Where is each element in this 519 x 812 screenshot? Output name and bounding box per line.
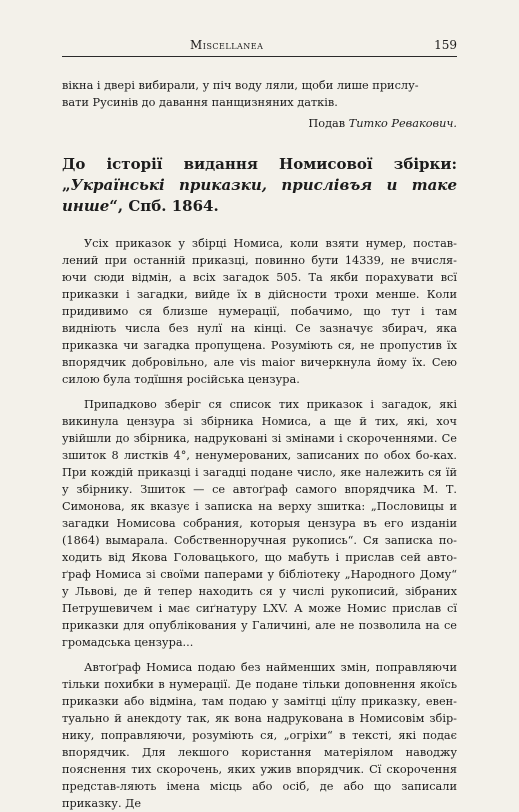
signature-prefix: Подав <box>308 117 349 130</box>
signature-name: Титко Ревакович. <box>348 117 457 130</box>
article-body <box>62 235 457 812</box>
intro-line: вати Русинів до давання панщизняних датків. <box>62 96 338 109</box>
section-title: Miscellanea <box>190 38 264 52</box>
article-title-part2: “, Спб. 1864. <box>109 197 219 215</box>
article-title-part1: До історії видання Номисової збірки: „ <box>62 155 457 194</box>
article-title <box>62 154 457 217</box>
body-paragraph: Автоґраф Номиса подаю без найменших змін, поправляючи тільки похибки в нумерації. Де подане тільки доповнення якоїсь приказки або відміна, там подаю у замітці цїлу приказку, евен-туально й анекдоту так, як вона надрукована в Номисовім збір-нику, поправляючи, розуміють ся, „огріхи“ в тексті, які подає впорядчик. Для лекшого користання матеріялом наводжу пояснення тих скорочень, яких ужив впорядчик. Сї скорочення представ-ляють імена місць або осіб, де або що записали приказку. Де <box>62 661 457 810</box>
running-header <box>62 38 457 57</box>
article-title-italic: Українські приказки, прислівъя и таке инше <box>62 176 457 215</box>
previous-article-ending <box>62 77 457 130</box>
body-paragraph: Припадково зберіг ся список тих приказок і загадок, які викинула цензура зі збірника Номиса, а ще й тих, які, хоч увійшли до збірника, надруковані зі змінами і скороченнями. Се зшиток 8 листків 4°, ненумерованих, записаних по обох бо-ках. При кождій приказці і загадці подане число, яке належить ся їй у збірнику. Зшиток — се автоґраф самого впорядчика М. Т. Симонова, як вказує і записка на верху зшитка: „Пословицы и загадки Номисова собрания, которыя цензура въ его изданіи (1864) вымарала. Собственноручная рукопись“. Ся записка по-ходить від Якова Головацького, що мабуть і прислав сей авто-ґраф Номиса зі своїми паперами у бібліотеку „Народного Дому“ у Львові, де й тепер находить ся у числі рукописий, зібраних Петрушевичем і має сиґнатуру LXV. А може Номис прислав сї приказки для опублікования у Галичині, але не позволила на се громадська цензура... <box>62 398 457 649</box>
body-paragraph: Усіх приказок у збірці Номиса, коли взяти нумер, постав-лений при останній приказці, повинно бути 14339, не вчисля-ючи сюди відмін, а всіх загадок 505. Та якби порахувати всї приказки і загадки, вийде їх в дійсности трохи менше. Коли придивимо ся близше нумерації, побачимо, що тут і там видніють числа без нулї на кінці. Се зазначує збирач, яка приказка чи загадка пропущена. Розуміють ся, не пропустив їх впорядчик добровільно, але vis maior вичеркнула йому їх. Сею силою була тодїшня російська цензура. <box>62 237 457 386</box>
signature <box>62 117 457 130</box>
intro-line: вікна і двері вибирали, у піч воду ляли, щоби лише приcлу- <box>62 79 419 92</box>
page-number: 159 <box>434 38 457 52</box>
